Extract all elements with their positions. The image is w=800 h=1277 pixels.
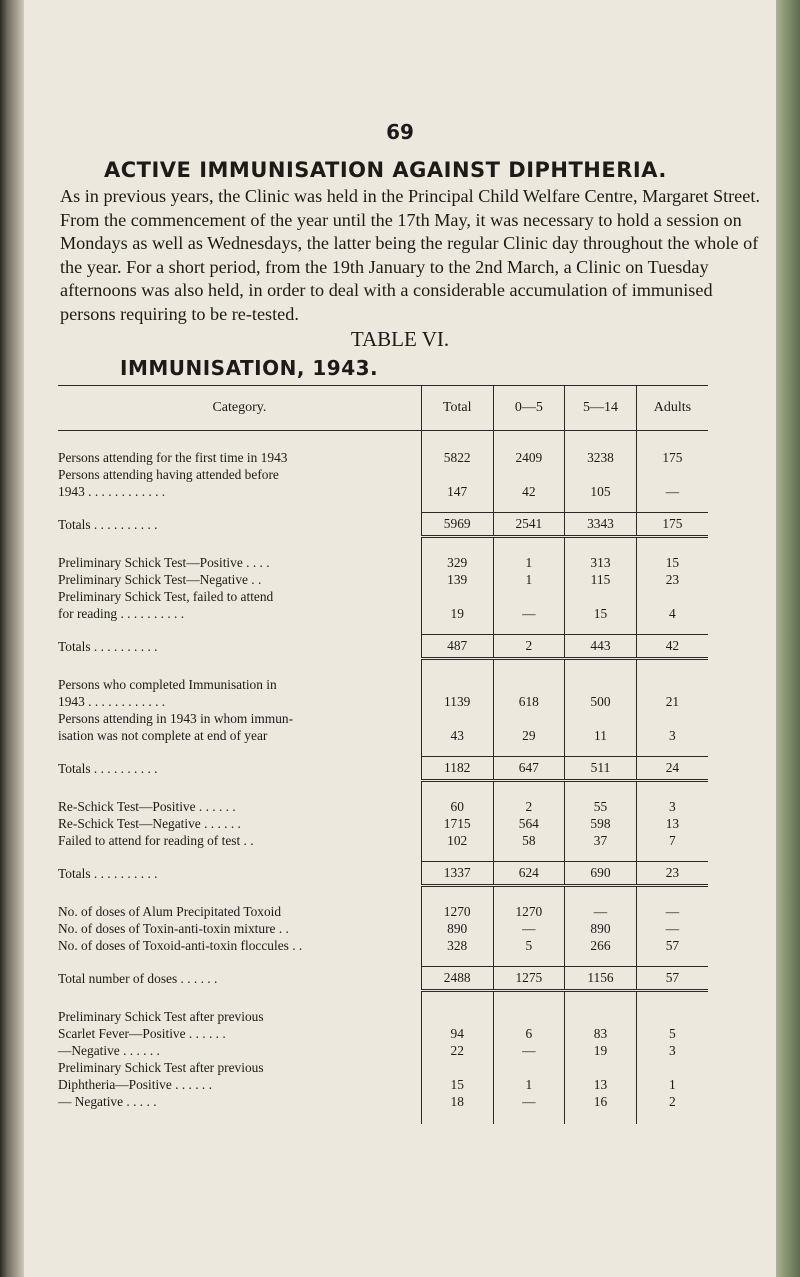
row-label: No. of doses of Toxin-anti-toxin mixture . . bbox=[58, 921, 289, 936]
spacer-row bbox=[58, 431, 708, 450]
total-adults: 42 bbox=[636, 635, 708, 659]
total-age-0-5: 2541 bbox=[493, 513, 565, 537]
cell-adults bbox=[636, 466, 708, 483]
totals-row bbox=[58, 635, 708, 659]
cell-adults: 23 bbox=[636, 571, 708, 588]
cell-age-5-14: 37 bbox=[565, 832, 637, 849]
total-age-0-5: 624 bbox=[493, 862, 565, 886]
cell-age-0-5 bbox=[493, 588, 565, 605]
cell-age-0-5: 6 bbox=[493, 1025, 565, 1042]
totals-label: Totals . . . . . . . . . . bbox=[58, 516, 158, 532]
cell-age-0-5 bbox=[493, 676, 565, 693]
table-row bbox=[58, 727, 708, 744]
cell-total: 329 bbox=[421, 554, 493, 571]
cell-total bbox=[421, 710, 493, 727]
row-label: Preliminary Schick Test—Positive . . . . bbox=[58, 555, 270, 570]
cell-age-5-14: 890 bbox=[565, 920, 637, 937]
cell-age-0-5: — bbox=[493, 1042, 565, 1059]
cell-total bbox=[421, 676, 493, 693]
row-label: Preliminary Schick Test after previous bbox=[58, 1009, 264, 1024]
table-row bbox=[58, 483, 708, 500]
cell-age-5-14: 13 bbox=[565, 1076, 637, 1093]
cell-total: 139 bbox=[421, 571, 493, 588]
cell-total: 19 bbox=[421, 605, 493, 622]
spacer-row bbox=[58, 991, 708, 1009]
totals-label: Totals . . . . . . . . . . bbox=[58, 638, 158, 654]
cell-age-5-14: 55 bbox=[565, 798, 637, 815]
cell-adults bbox=[636, 588, 708, 605]
spacer-row bbox=[58, 537, 708, 555]
table-row bbox=[58, 466, 708, 483]
spacer-row bbox=[58, 622, 708, 635]
cell-total: 15 bbox=[421, 1076, 493, 1093]
cell-age-5-14: 3238 bbox=[565, 449, 637, 466]
table-row bbox=[58, 798, 708, 815]
cell-age-0-5: 58 bbox=[493, 832, 565, 849]
total-age-5-14: 1156 bbox=[565, 967, 637, 991]
immunisation-table bbox=[58, 385, 708, 1124]
row-label: Persons attending having attended before bbox=[58, 467, 279, 482]
table-row bbox=[58, 832, 708, 849]
row-label: No. of doses of Alum Precipitated Toxoid bbox=[58, 904, 282, 919]
cell-total bbox=[421, 466, 493, 483]
totals-row bbox=[58, 757, 708, 781]
table-row bbox=[58, 693, 708, 710]
row-label: 1943 . . . . . . . . . . . . bbox=[58, 694, 166, 709]
totals-row bbox=[58, 513, 708, 537]
cell-total: 102 bbox=[421, 832, 493, 849]
cell-age-5-14 bbox=[565, 710, 637, 727]
document-page bbox=[24, 0, 776, 1277]
cell-adults: — bbox=[636, 483, 708, 500]
cell-age-0-5: 1270 bbox=[493, 903, 565, 920]
header-age-5-14: 5—14 bbox=[565, 386, 637, 431]
table-row bbox=[58, 1042, 708, 1059]
header-age-0-5: 0—5 bbox=[493, 386, 565, 431]
cell-total: 147 bbox=[421, 483, 493, 500]
cell-age-5-14: 598 bbox=[565, 815, 637, 832]
total-age-5-14: 690 bbox=[565, 862, 637, 886]
total-adults: 175 bbox=[636, 513, 708, 537]
cell-age-0-5 bbox=[493, 710, 565, 727]
cell-adults: 57 bbox=[636, 937, 708, 954]
totals-label: Totals . . . . . . . . . . bbox=[58, 865, 158, 881]
cell-adults: 175 bbox=[636, 449, 708, 466]
table-row bbox=[58, 903, 708, 920]
cell-age-5-14: 15 bbox=[565, 605, 637, 622]
scan-left-edge bbox=[0, 0, 24, 1277]
cell-total: 1139 bbox=[421, 693, 493, 710]
cell-age-5-14: — bbox=[565, 903, 637, 920]
total-total: 2488 bbox=[421, 967, 493, 991]
cell-age-5-14 bbox=[565, 466, 637, 483]
cell-age-0-5: — bbox=[493, 920, 565, 937]
table-header-row bbox=[58, 386, 708, 431]
cell-adults: — bbox=[636, 920, 708, 937]
cell-total bbox=[421, 1059, 493, 1076]
cell-adults bbox=[636, 710, 708, 727]
cell-total: 328 bbox=[421, 937, 493, 954]
cell-age-5-14 bbox=[565, 676, 637, 693]
table-row bbox=[58, 1093, 708, 1110]
totals-label: Total number of doses . . . . . . bbox=[58, 970, 218, 986]
total-total: 1337 bbox=[421, 862, 493, 886]
total-total: 5969 bbox=[421, 513, 493, 537]
spacer-row bbox=[58, 781, 708, 799]
table-row bbox=[58, 937, 708, 954]
cell-total: 60 bbox=[421, 798, 493, 815]
table-row bbox=[58, 676, 708, 693]
cell-age-0-5: 2409 bbox=[493, 449, 565, 466]
spacer-row bbox=[58, 744, 708, 757]
row-label: Preliminary Schick Test after previous bbox=[58, 1060, 264, 1075]
cell-age-0-5: 1 bbox=[493, 571, 565, 588]
table-row bbox=[58, 571, 708, 588]
table-row bbox=[58, 588, 708, 605]
cell-age-0-5: 564 bbox=[493, 815, 565, 832]
totals-row bbox=[58, 967, 708, 991]
table-row bbox=[58, 554, 708, 571]
row-label: Re-Schick Test—Negative . . . . . . bbox=[58, 816, 241, 831]
table-row bbox=[58, 815, 708, 832]
header-total: Total bbox=[421, 386, 493, 431]
row-label: Diphtheria—Positive . . . . . . bbox=[58, 1077, 212, 1092]
row-label: 1943 . . . . . . . . . . . . bbox=[58, 484, 166, 499]
cell-age-5-14 bbox=[565, 1008, 637, 1025]
cell-age-5-14: 313 bbox=[565, 554, 637, 571]
total-age-0-5: 2 bbox=[493, 635, 565, 659]
row-label: Re-Schick Test—Positive . . . . . . bbox=[58, 799, 236, 814]
table-row bbox=[58, 449, 708, 466]
cell-age-0-5 bbox=[493, 466, 565, 483]
page-number: 69 bbox=[386, 120, 414, 144]
cell-adults: 5 bbox=[636, 1025, 708, 1042]
table-title: IMMUNISATION, 1943. bbox=[120, 356, 379, 380]
cell-age-5-14: 105 bbox=[565, 483, 637, 500]
cell-total: 18 bbox=[421, 1093, 493, 1110]
cell-adults: 13 bbox=[636, 815, 708, 832]
total-adults: 23 bbox=[636, 862, 708, 886]
cell-adults: 3 bbox=[636, 798, 708, 815]
cell-adults: 15 bbox=[636, 554, 708, 571]
cell-total: 94 bbox=[421, 1025, 493, 1042]
totals-row bbox=[58, 862, 708, 886]
table-row bbox=[58, 1008, 708, 1025]
row-label: Scarlet Fever—Positive . . . . . . bbox=[58, 1026, 226, 1041]
cell-adults: 4 bbox=[636, 605, 708, 622]
cell-age-5-14: 83 bbox=[565, 1025, 637, 1042]
cell-age-5-14: 19 bbox=[565, 1042, 637, 1059]
header-adults: Adults bbox=[636, 386, 708, 431]
total-age-5-14: 511 bbox=[565, 757, 637, 781]
total-total: 487 bbox=[421, 635, 493, 659]
cell-age-5-14 bbox=[565, 1059, 637, 1076]
total-total: 1182 bbox=[421, 757, 493, 781]
cell-total: 1715 bbox=[421, 815, 493, 832]
cell-age-0-5: 2 bbox=[493, 798, 565, 815]
cell-age-5-14: 500 bbox=[565, 693, 637, 710]
total-age-0-5: 647 bbox=[493, 757, 565, 781]
section-title: ACTIVE IMMUNISATION AGAINST DIPHTHERIA. bbox=[104, 158, 667, 182]
cell-age-5-14: 11 bbox=[565, 727, 637, 744]
cell-total bbox=[421, 588, 493, 605]
spacer-row bbox=[58, 500, 708, 513]
cell-adults: 2 bbox=[636, 1093, 708, 1110]
cell-age-0-5: 29 bbox=[493, 727, 565, 744]
cell-adults bbox=[636, 1059, 708, 1076]
table-row bbox=[58, 1025, 708, 1042]
cell-age-0-5 bbox=[493, 1008, 565, 1025]
totals-label: Totals . . . . . . . . . . bbox=[58, 760, 158, 776]
cell-age-0-5: — bbox=[493, 605, 565, 622]
intro-paragraph: As in previous years, the Clinic was held in the Principal Child Welfare Centre, Margaret Street. From the commencement of the year until the 17th May, it was necessary to hold a session on Mondays as well as Wednesdays, the latter being the regular Clinic day throughout the whole of the year. For a short period, from the 19th January to the 2nd March, a Clinic on Tuesday afternoons was also held, in order to deal with a considerable accumulation of immunised persons requiring to be re-tested. bbox=[60, 186, 760, 324]
cell-total: 1270 bbox=[421, 903, 493, 920]
total-age-0-5: 1275 bbox=[493, 967, 565, 991]
row-label: Preliminary Schick Test, failed to attend bbox=[58, 589, 274, 604]
total-age-5-14: 443 bbox=[565, 635, 637, 659]
cell-age-5-14: 16 bbox=[565, 1093, 637, 1110]
cell-age-5-14: 266 bbox=[565, 937, 637, 954]
row-label: Persons who completed Immunisation in bbox=[58, 677, 277, 692]
table-row bbox=[58, 710, 708, 727]
table-caption: TABLE VI. bbox=[350, 327, 450, 351]
cell-adults bbox=[636, 676, 708, 693]
row-label: Failed to attend for reading of test . . bbox=[58, 833, 254, 848]
row-label: Persons attending in 1943 in whom immun- bbox=[58, 711, 294, 726]
table-row bbox=[58, 1076, 708, 1093]
row-label: Preliminary Schick Test—Negative . . bbox=[58, 572, 262, 587]
cell-adults: 3 bbox=[636, 727, 708, 744]
table-row bbox=[58, 605, 708, 622]
spacer-row bbox=[58, 659, 708, 677]
cell-age-5-14: 115 bbox=[565, 571, 637, 588]
table-row bbox=[58, 1059, 708, 1076]
table-body bbox=[58, 431, 708, 1125]
cell-total: 5822 bbox=[421, 449, 493, 466]
table-row bbox=[58, 920, 708, 937]
cell-adults: 21 bbox=[636, 693, 708, 710]
cell-adults: 1 bbox=[636, 1076, 708, 1093]
row-label: Persons attending for the first time in 1943 bbox=[58, 450, 288, 465]
spacer-row bbox=[58, 1110, 708, 1124]
cell-total: 22 bbox=[421, 1042, 493, 1059]
spacer-row bbox=[58, 954, 708, 967]
total-age-5-14: 3343 bbox=[565, 513, 637, 537]
row-label: for reading . . . . . . . . . . bbox=[58, 606, 185, 621]
header-category: Category. bbox=[58, 386, 421, 431]
cell-age-0-5: 1 bbox=[493, 1076, 565, 1093]
row-label: —Negative . . . . . . bbox=[58, 1043, 160, 1058]
cell-total: 43 bbox=[421, 727, 493, 744]
cell-total bbox=[421, 1008, 493, 1025]
cell-adults: 7 bbox=[636, 832, 708, 849]
row-label: isation was not complete at end of year bbox=[58, 728, 268, 743]
cell-adults: 3 bbox=[636, 1042, 708, 1059]
cell-age-0-5 bbox=[493, 1059, 565, 1076]
row-label: No. of doses of Toxoid-anti-toxin floccules . . bbox=[58, 938, 303, 953]
cell-age-5-14 bbox=[565, 588, 637, 605]
cell-age-0-5: 5 bbox=[493, 937, 565, 954]
cell-adults: — bbox=[636, 903, 708, 920]
cell-age-0-5: 42 bbox=[493, 483, 565, 500]
row-label: — Negative . . . . . bbox=[58, 1094, 157, 1109]
cell-age-0-5: 618 bbox=[493, 693, 565, 710]
cell-adults bbox=[636, 1008, 708, 1025]
cell-age-0-5: — bbox=[493, 1093, 565, 1110]
spacer-row bbox=[58, 849, 708, 862]
total-adults: 24 bbox=[636, 757, 708, 781]
cell-total: 890 bbox=[421, 920, 493, 937]
spacer-row bbox=[58, 886, 708, 904]
cell-age-0-5: 1 bbox=[493, 554, 565, 571]
total-adults: 57 bbox=[636, 967, 708, 991]
